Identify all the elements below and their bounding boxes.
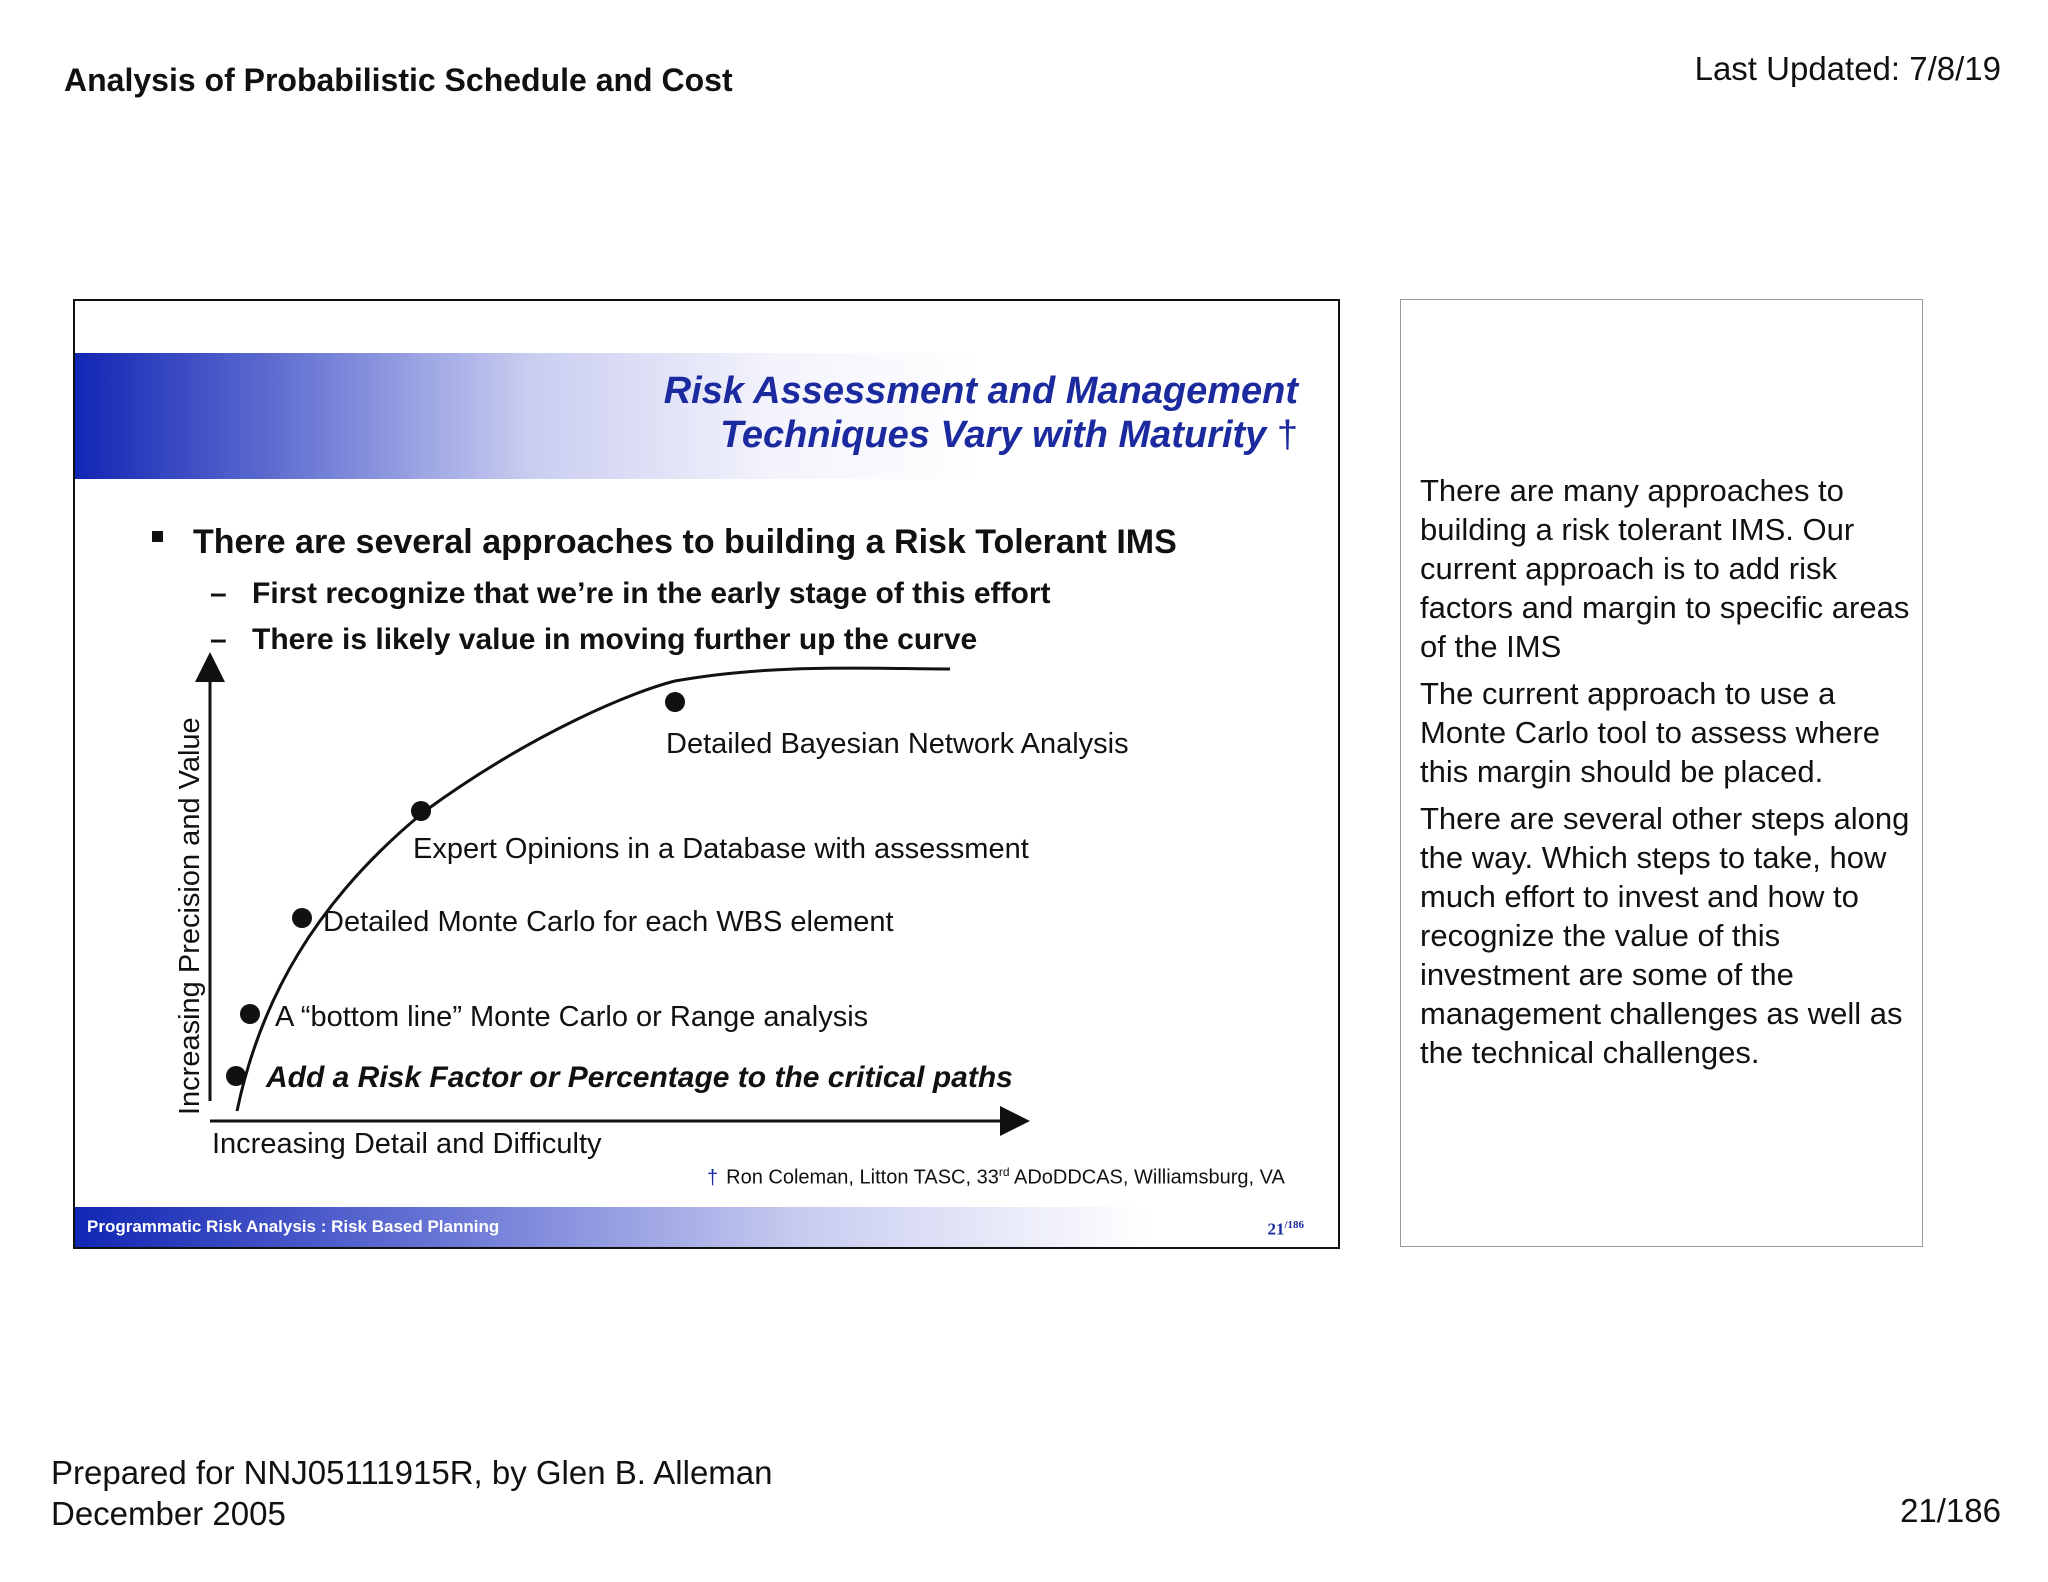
footnote: [707, 1165, 1285, 1190]
sub-bullet-text: First recognize that we’re in the early stage of this effort: [252, 577, 1051, 610]
last-updated: Last Updated: 7/8/19: [1694, 50, 2001, 87]
main-bullet-text: There are several approaches to building a Risk Tolerant IMS: [193, 523, 1177, 561]
point-bottom-line-monte-carlo: [240, 1004, 260, 1024]
y-axis-label: Increasing Precision and Value: [174, 717, 206, 1115]
point-expert-opinions: [411, 801, 431, 821]
slide-page-total: /186: [1284, 1219, 1304, 1231]
notes-panel: [1400, 299, 1923, 1247]
point-detailed-monte-carlo: [292, 908, 312, 928]
slide-image: [73, 299, 1340, 1249]
point-risk-factor: [226, 1066, 246, 1086]
slide-footer-text: Programmatic Risk Analysis : Risk Based Planning: [87, 1217, 500, 1236]
footnote-sup: rd: [998, 1165, 1010, 1179]
slide-footer-band: [75, 1207, 1338, 1247]
prepared-date: December 2005: [51, 1495, 286, 1532]
x-axis-label: Increasing Detail and Difficulty: [212, 1128, 602, 1160]
slide-title-line2-text: Techniques Vary with Maturity: [720, 414, 1267, 456]
slide-title-line1: Risk Assessment and Management: [663, 370, 1298, 412]
page-number: 21/186: [1900, 1492, 2001, 1529]
prepared-for-line: Prepared for NNJ05111915R, by Glen B. Alleman: [51, 1454, 773, 1491]
sub-bullet-text: There is likely value in moving further up the curve: [252, 623, 978, 656]
curve-point-label: Detailed Monte Carlo for each WBS element: [323, 906, 894, 938]
dash-icon: –: [210, 577, 227, 610]
maturity-curve-diagram: [75, 301, 1338, 1247]
dagger-mark: †: [707, 1166, 719, 1189]
slide-page-current: 21: [1267, 1219, 1285, 1239]
curve-point-label: A “bottom line” Monte Carlo or Range analysis: [275, 1001, 869, 1033]
footnote-text-end: ADoDDCAS, Williamsburg, VA: [1009, 1166, 1285, 1189]
curve-point-label: Expert Opinions in a Database with assessment: [413, 833, 1029, 865]
slide-page-number: [1267, 1219, 1304, 1240]
notes-paragraph: There are several other steps along the way. Which steps to take, how much effort to invest and how to recognize the value of this investment are some of the management challenges as well as the technical challenges.: [1420, 801, 1910, 1070]
dash-icon: –: [210, 623, 227, 656]
dagger-mark: †: [1276, 414, 1298, 456]
footnote-text: Ron Coleman, Litton TASC, 33: [726, 1166, 999, 1189]
curve-point-label: Detailed Bayesian Network Analysis: [666, 728, 1129, 760]
curve-point-label: Add a Risk Factor or Percentage to the critical paths: [266, 1061, 1013, 1094]
notes-text: [1420, 471, 1910, 1080]
doc-title: Analysis of Probabilistic Schedule and Cost: [64, 62, 733, 98]
notes-paragraph: The current approach to use a Monte Carlo tool to assess where this margin should be placed.: [1420, 676, 1881, 789]
notes-paragraph: There are many approaches to building a risk tolerant IMS. Our current approach is to add risk factors and margin to specific areas of the IMS: [1420, 473, 1910, 664]
point-bayesian-network: [665, 692, 685, 712]
prepared-for: [51, 1452, 773, 1534]
